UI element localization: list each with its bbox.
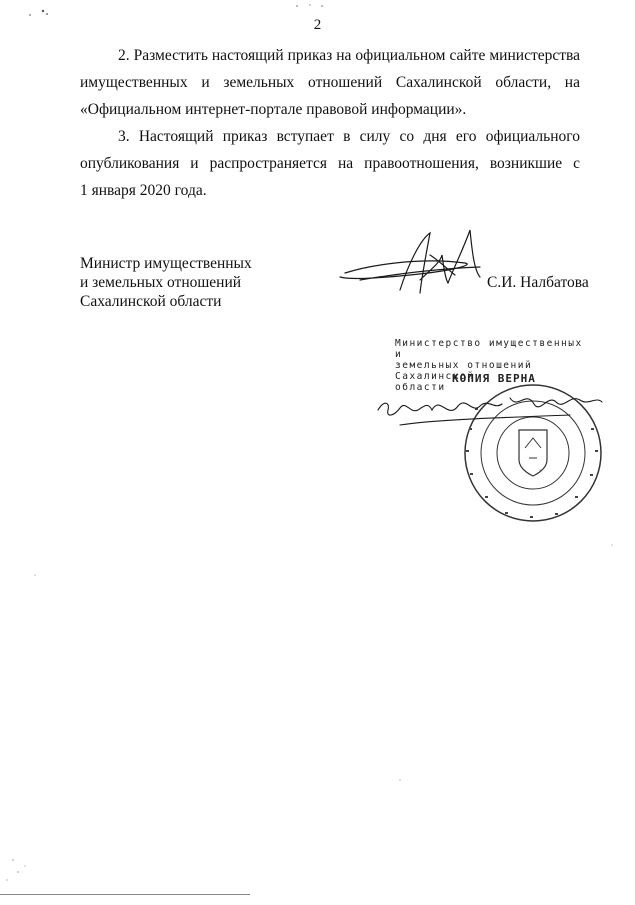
paragraph-3 <box>80 123 580 204</box>
page-number: 2 <box>313 17 322 33</box>
bottom-rule <box>0 894 250 895</box>
handwritten-signature <box>330 225 490 300</box>
paragraph-line: опубликования и распространяется на правоотношения, возникшие с <box>80 155 580 172</box>
signatory-title <box>80 254 252 311</box>
stamp-line: области <box>395 382 446 393</box>
stamp-line: Министерство имущественных и <box>395 338 583 360</box>
paragraph-line: 3. Настоящий приказ вступает в силу со дня его официального <box>118 128 580 145</box>
copy-certified-label: КОПИЯ ВЕРНА <box>452 372 536 385</box>
signatory-title-line: Министр имущественных <box>80 255 252 272</box>
signer-name: С.И. Налбатова <box>487 274 589 291</box>
handwritten-certification <box>370 380 610 440</box>
stamp-line: земельных отношений Сахалинской <box>395 360 533 382</box>
signatory-title-line: и земельных отношений <box>80 274 242 291</box>
signatory-title-line: Сахалинской области <box>80 293 222 310</box>
paragraph-line: «Официальном интернет-портале правовой информации». <box>80 101 467 118</box>
paragraph-line: имущественных и земельных отношений Сахалинской области, на <box>80 74 580 91</box>
paragraph-2 <box>80 42 580 123</box>
paragraph-line: 2. Разместить настоящий приказ на официальном сайте министерства <box>118 47 580 64</box>
paragraph-line: 1 января 2020 года. <box>80 182 207 199</box>
